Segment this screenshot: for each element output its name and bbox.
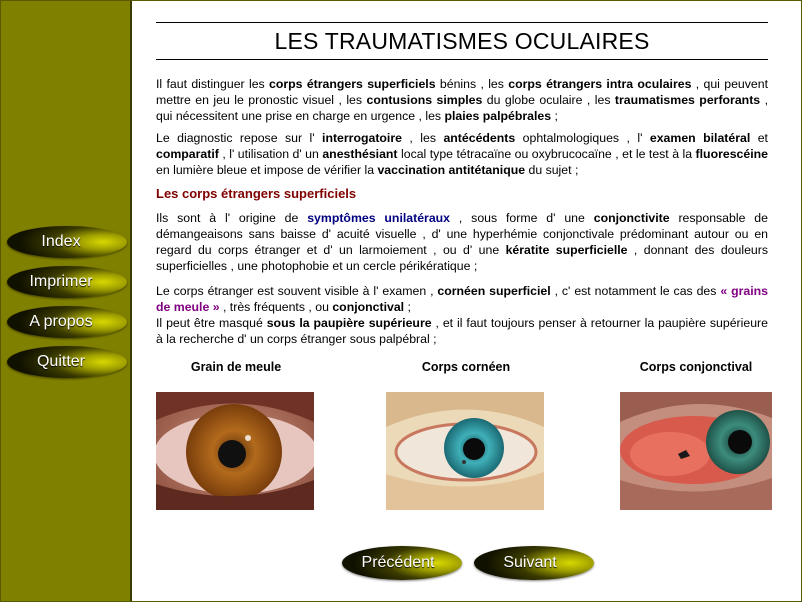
index-button[interactable] bbox=[7, 226, 127, 258]
intro-text-6: ; bbox=[551, 109, 558, 123]
symp-text-1: Ils sont à l' origine de bbox=[156, 211, 308, 225]
section-heading: Les corps étrangers superficiels bbox=[156, 186, 357, 201]
vis-text-2: , c' est notamment le cas des bbox=[550, 284, 721, 298]
symp-keyword-3: kératite superficielle bbox=[505, 243, 628, 257]
about-button[interactable] bbox=[7, 306, 127, 338]
intro-text-1: Il faut distinguer les bbox=[156, 77, 270, 91]
diag-keyword-1: interrogatoire bbox=[322, 131, 402, 145]
intro-keyword-3: contusions simples bbox=[366, 93, 483, 107]
intro-text-4: du globe oculaire , les bbox=[482, 93, 615, 107]
vis-text-4: ; bbox=[404, 300, 411, 314]
main-content bbox=[156, 1, 768, 601]
diag-keyword-4: comparatif bbox=[156, 147, 219, 161]
vis-text-5: Il peut être masqué bbox=[156, 316, 267, 330]
quit-button[interactable] bbox=[7, 346, 127, 378]
symp-keyword-1: symptômes unilatéraux bbox=[307, 211, 451, 225]
figure-caption-3: Corps conjonctival bbox=[639, 360, 753, 374]
intro-keyword-1: corps étrangers superficiels bbox=[269, 77, 436, 91]
intro-text-2: bénins , les bbox=[435, 77, 509, 91]
symptoms-paragraph bbox=[156, 210, 768, 274]
previous-button[interactable] bbox=[342, 546, 462, 580]
vis-keyword-4: sous la paupière supérieure bbox=[266, 316, 432, 330]
diag-keyword-3: examen bilatéral bbox=[649, 131, 751, 145]
intro-text-5: , qui nécessitent une prise en charge en urgence , les bbox=[156, 93, 768, 123]
vis-text-3: , très fréquents , ou bbox=[219, 300, 333, 314]
figure-caption-1: Grain de meule bbox=[190, 360, 282, 374]
symp-text-4: , donnant des douleurs superficielles , une photophobie et un cercle périkératique ; bbox=[156, 243, 768, 273]
visible-paragraph bbox=[156, 283, 768, 347]
diag-text-1: Le diagnostic repose sur l' bbox=[156, 131, 323, 145]
diag-text-3: ophtalmologiques , l' bbox=[515, 131, 650, 145]
sidebar bbox=[1, 1, 132, 601]
eye-photo-corps-conjonctival bbox=[620, 392, 772, 510]
symp-text-3: responsable de démangeaisons sans baisse d' acuité visuelle , d' une hyperhémie conjonctivale prédominant autour ou en regard du corps étranger et d' un larmoiement , ou d' une bbox=[156, 211, 768, 257]
diag-text-4: et bbox=[750, 131, 768, 145]
diag-text-8: du sujet ; bbox=[525, 163, 579, 177]
quit-button-label: Quitter bbox=[36, 353, 85, 370]
vis-keyword-2: « grains de meule » bbox=[156, 284, 768, 314]
symp-text-2: , sous forme d' une bbox=[450, 211, 594, 225]
intro-paragraph bbox=[156, 76, 768, 124]
diag-text-7: en lumière bleue et impose de vérifier la bbox=[156, 163, 378, 177]
print-button[interactable] bbox=[7, 266, 127, 298]
vis-keyword-1: cornéen superficiel bbox=[437, 284, 551, 298]
intro-text-3: , qui peuvent mettre en jeu le pronostic visuel , les bbox=[156, 77, 768, 107]
diagnosis-paragraph bbox=[156, 130, 768, 178]
previous-button-label: Précédent bbox=[361, 554, 435, 571]
diag-text-5: , l' utilisation d' un bbox=[218, 147, 323, 161]
next-button-label: Suivant bbox=[503, 554, 557, 571]
diag-text-6: local type tétracaïne ou oxybrucocaïne , et le test à la bbox=[397, 147, 696, 161]
figure-caption-2: Corps cornéen bbox=[421, 360, 511, 374]
index-button-label: Index bbox=[41, 233, 81, 250]
eye-photo-grain-de-meule bbox=[156, 392, 314, 510]
diag-keyword-6: fluorescéine bbox=[695, 147, 768, 161]
print-button-label: Imprimer bbox=[29, 273, 93, 290]
diag-keyword-5: anesthésiant bbox=[322, 147, 398, 161]
intro-keyword-2: corps étrangers intra oculaires bbox=[508, 77, 692, 91]
diag-keyword-7: vaccination antitétanique bbox=[377, 163, 526, 177]
vis-text-1: Le corps étranger est souvent visible à l' examen , bbox=[156, 284, 438, 298]
intro-keyword-4: traumatismes perforants bbox=[614, 93, 761, 107]
vis-keyword-3: conjonctival bbox=[332, 300, 405, 314]
page-title: LES TRAUMATISMES OCULAIRES bbox=[156, 22, 768, 60]
vis-text-6: , et il faut toujours penser à retourner la paupière supérieure à la recherche d' un corps étranger sous palpébral ; bbox=[156, 316, 768, 346]
eye-photo-corps-corneen bbox=[386, 392, 544, 510]
intro-keyword-5: plaies palpébrales bbox=[444, 109, 552, 123]
symp-keyword-2: conjonctivite bbox=[593, 211, 670, 225]
diag-keyword-2: antécédents bbox=[443, 131, 516, 145]
article-text bbox=[156, 76, 768, 353]
next-button[interactable] bbox=[474, 546, 594, 580]
diag-text-2: , les bbox=[401, 131, 444, 145]
about-button-label: A propos bbox=[29, 313, 93, 330]
